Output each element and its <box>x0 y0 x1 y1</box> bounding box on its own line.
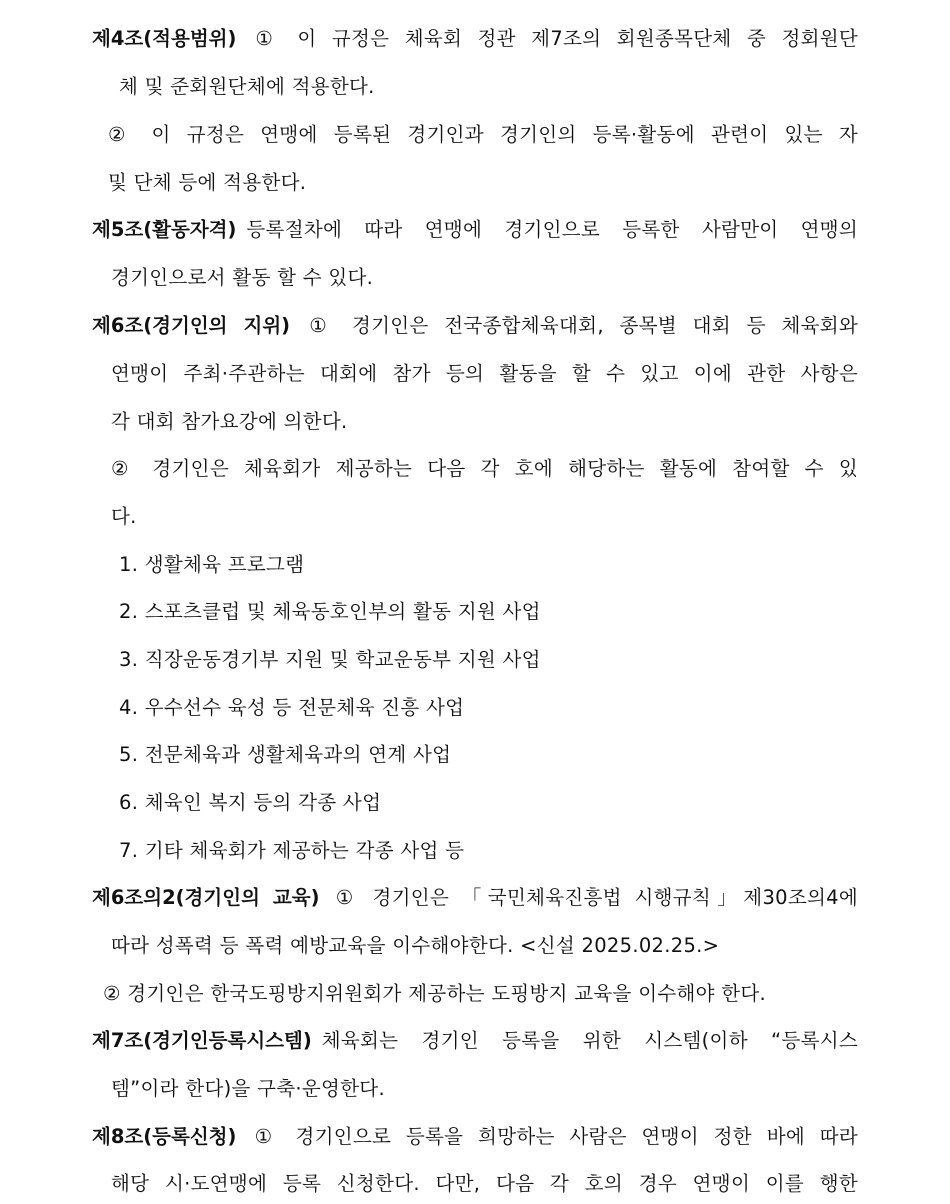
article-6-2-para-1-text: ① 경기인은 「국민체육진흥법 시행규칙」제30조의4에 <box>329 886 858 909</box>
article-6-2-line-1 <box>92 885 858 911</box>
list-item: 6. 체육인 복지 등의 각종 사업 <box>119 791 382 814</box>
article-4-line-2: 체 및 준회원단체에 적용한다. <box>119 75 375 98</box>
article-7-heading: 제7조(경기인등록시스템) <box>92 1029 312 1052</box>
article-7-line-1 <box>92 1028 858 1054</box>
article-8-text: ① 경기인으로 등록을 희망하는 사람은 연맹이 정한 바에 따라 <box>246 1125 858 1148</box>
article-7-text: 체육회는 경기인 등록을 위한 시스템(이하 “등록시스 <box>321 1029 858 1052</box>
article-7-line-2: 템”이라 한다)을 구축·운영한다. <box>111 1077 385 1100</box>
article-4-para-1-text: ① 이 규정은 체육회 정관 제7조의 회원종목단체 중 정회원단 <box>246 27 858 50</box>
list-item: 4. 우수선수 육성 등 전문체육 진흥 사업 <box>119 696 465 719</box>
list-item: 1. 생활체육 프로그램 <box>119 553 305 576</box>
list-item: 7. 기타 체육회가 제공하는 각종 사업 등 <box>119 839 465 862</box>
article-6-2-line-2: 따라 성폭력 등 폭력 예방교육을 이수해야한다. <신설 2025.02.25.> <box>111 934 720 957</box>
article-8-line-1 <box>92 1124 858 1150</box>
article-4-para-2-line-1: ② 이 규정은 연맹에 등록된 경기인과 경기인의 등록·활동에 관련이 있는 자 <box>108 123 858 146</box>
article-4-para-2-line-2: 및 단체 등에 적용한다. <box>108 171 307 194</box>
article-5-text: 등록절차에 따라 연맹에 경기인으로 등록한 사람만이 연맹의 <box>246 218 858 241</box>
list-item: 2. 스포츠클럽 및 체육동호인부의 활동 지원 사업 <box>119 600 541 623</box>
article-6-line-2: 연맹이 주최·주관하는 대회에 참가 등의 활동을 할 수 있고 이에 관한 사항은 <box>111 362 858 385</box>
article-6-heading: 제6조(경기인의 지위) <box>92 314 291 337</box>
article-6-line-1 <box>92 313 858 339</box>
article-5-line-1 <box>92 217 858 243</box>
article-4-heading: 제4조(적용범위) <box>92 27 237 50</box>
article-6-2-para-2: ② 경기인은 한국도핑방지위원회가 제공하는 도핑방지 교육을 이수해야 한다. <box>103 982 767 1005</box>
article-8-line-2: 해당 시·도연맹에 등록 신청한다. 다만, 다음 각 호의 경우 연맹이 이를 행한 <box>111 1172 858 1195</box>
article-6-para-1-text: ① 경기인은 전국종합체육대회, 종목별 대회 등 체육회와 <box>300 314 858 337</box>
article-6-line-3: 각 대회 참가요강에 의한다. <box>111 410 348 433</box>
list-item: 3. 직장운동경기부 지원 및 학교운동부 지원 사업 <box>119 648 541 671</box>
article-5-heading: 제5조(활동자격) <box>92 218 237 241</box>
article-5-line-2: 경기인으로서 활동 할 수 있다. <box>111 266 374 289</box>
article-8-heading: 제8조(등록신청) <box>92 1125 237 1148</box>
article-4-line-1 <box>92 26 858 52</box>
list-item: 5. 전문체육과 생활체육과의 연계 사업 <box>119 743 452 766</box>
article-6-para-2-line-2: 다. <box>111 505 137 528</box>
article-6-para-2-line-1: ② 경기인은 체육회가 제공하는 다음 각 호에 해당하는 활동에 참여할 수 있 <box>111 457 858 480</box>
article-6-2-heading: 제6조의2(경기인의 교육) <box>92 886 320 909</box>
